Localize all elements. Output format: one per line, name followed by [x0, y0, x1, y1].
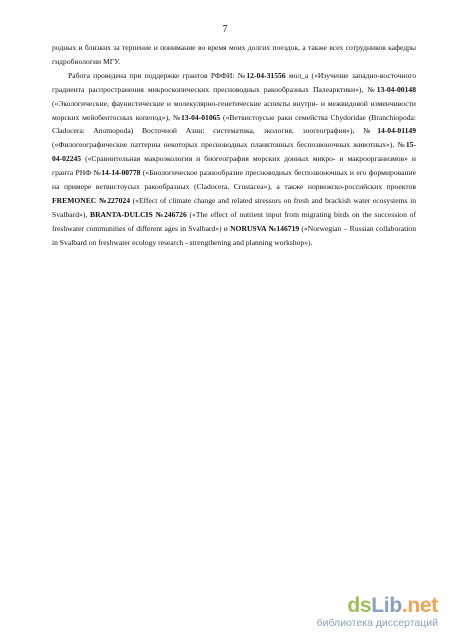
text-segment: мол_а («Изучение западно-восточного градиента распространения микроскопических пресноводных ракообразных Палеарктики»), №	[52, 70, 416, 94]
text-segment: («Биологическое разнообразие пресноводных беспозвоночных и его формирование на примере ветвистоусых ракообразных (Cladocera, Crustacea»), а также норвежско-российских проектов	[52, 168, 416, 192]
text-segment: («Norwegian – Russian collaboration in Svalbard on freshwater ecology research - strengthening and planning workshop»).	[52, 223, 416, 247]
grant-number: BRANTA-DULCIS №246726	[90, 209, 187, 219]
grant-number: 15-04-02245	[52, 140, 416, 164]
grant-number: 13-04-01065	[180, 112, 221, 122]
text-segment: («Экологические, фаунистические и молекулярно-генетические аспекты внутри- и межвидовой изменчивости морских мейобентосных копепод»), №	[52, 98, 416, 122]
paragraph-acknowledgement: родных и близких за терпение и понимание во время моих долгих поездок, а также всех сотрудников кафедры гидробиологии МГУ.	[52, 43, 416, 66]
brand-lib: Lib	[371, 594, 402, 617]
text-segment: («The effect of nutrient input from migrating birds on the succession of freshwater communities of different ages in Svalbard») и	[52, 209, 416, 233]
watermark-brand	[278, 595, 438, 617]
watermark-logo	[278, 595, 438, 629]
text-segment: («Сравнительная макроэкология и биогеография морских донных микро- и макроорганизмов» и гранта РНФ №	[52, 154, 416, 178]
body-text	[52, 41, 416, 250]
text-segment: Работа проведена при поддержке грантов РФФИ: №	[68, 70, 247, 80]
grant-number: NORUSVA №146719	[230, 223, 300, 233]
grant-number: 12-04-31556	[246, 70, 286, 80]
watermark-subtitle: библиотека диссертаций	[316, 617, 438, 629]
grant-number: FREMONEC №227024	[52, 195, 131, 205]
grant-number: 14-14-00778	[101, 168, 141, 178]
paragraph-grants	[52, 69, 416, 250]
brand-ds: ds	[347, 594, 372, 617]
text-segment: («Effect of climate change and related stressors on fresh and brackish water ecosystems in Svalbard»),	[52, 195, 417, 219]
grant-number: 14-04-01149	[377, 126, 416, 136]
brand-net: .net	[401, 594, 438, 617]
page-number: 7	[222, 24, 228, 35]
grant-number: 13-04-00148	[376, 84, 416, 94]
text-segment: («Ветвистоусые раки семейства Chydoridae (Branchiopoda: Cladocera: Anomopoda) Восточной Азии: систематика, экология, зоогеография»), №	[52, 112, 416, 136]
text-segment: («Филогеографические паттерны некоторых пресноводных планктонных беспозвоночных животных»), №	[52, 140, 406, 150]
